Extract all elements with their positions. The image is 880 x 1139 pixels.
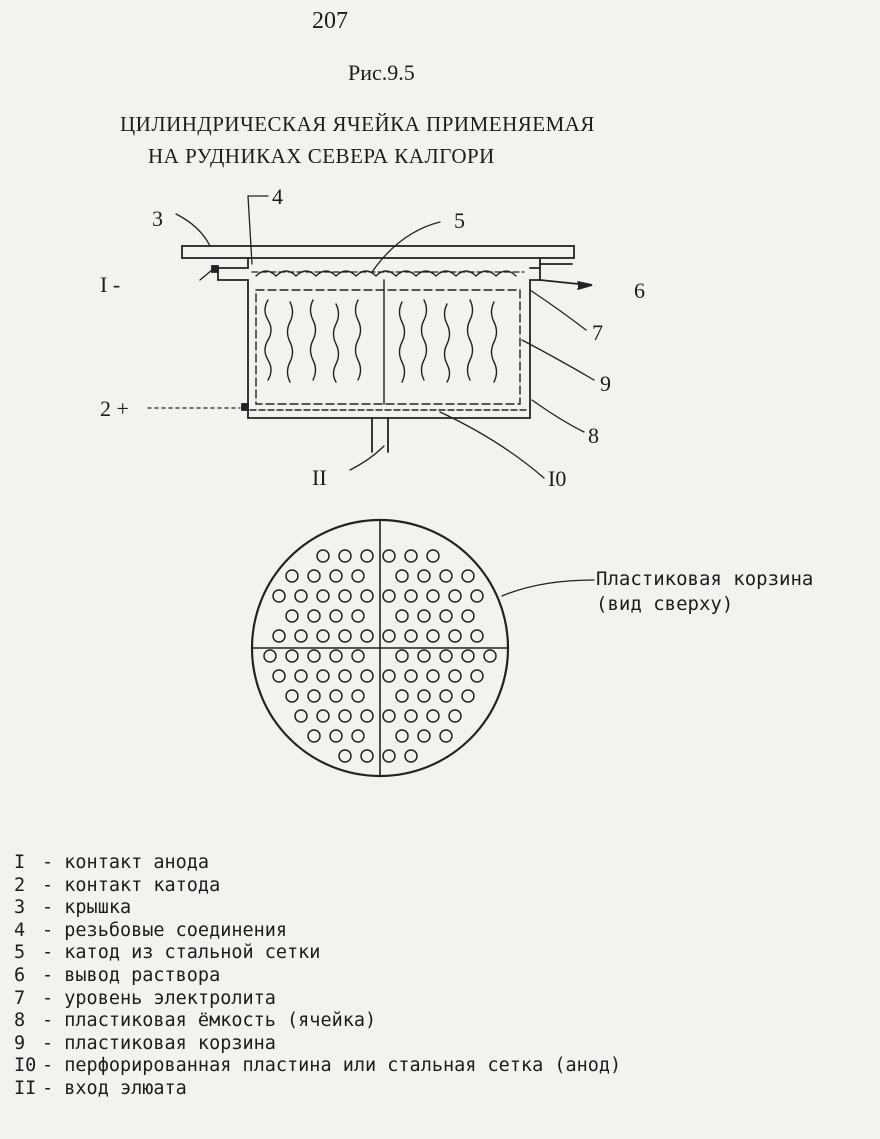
basket-hole	[330, 730, 342, 742]
legend-number: 9	[14, 1032, 26, 1054]
figure-title-line-1: ЦИЛИНДРИЧЕСКАЯ ЯЧЕЙКА ПРИМЕНЯЕМАЯ	[120, 112, 595, 136]
callout-8: 8	[588, 423, 599, 448]
basket-hole	[352, 610, 364, 622]
legend-item	[14, 942, 621, 965]
basket-hole	[383, 590, 395, 602]
basket-hole	[317, 550, 329, 562]
legend-number: 5	[14, 942, 26, 964]
basket-hole	[462, 650, 474, 662]
basket-outline	[256, 290, 520, 404]
basket-hole	[405, 710, 417, 722]
basket-hole	[427, 710, 439, 722]
callout-4: 4	[272, 184, 283, 209]
basket-label-line-2: (вид сверху)	[596, 593, 734, 615]
basket-hole	[295, 710, 307, 722]
basket-hole	[396, 610, 408, 622]
legend-number: I0	[14, 1055, 37, 1077]
basket-hole	[352, 650, 364, 662]
legend-text: - контакт анода	[42, 852, 210, 873]
legend-item	[14, 988, 621, 1011]
legend-number: 6	[14, 964, 26, 986]
basket-hole	[330, 690, 342, 702]
inlet-pipe	[372, 418, 388, 452]
callout-6: 6	[634, 278, 645, 303]
legend-number: 3	[14, 897, 26, 919]
basket-hole	[352, 570, 364, 582]
basket-label-line-1: Пластиковая корзина	[596, 568, 814, 590]
basket-hole	[308, 730, 320, 742]
basket-hole	[317, 710, 329, 722]
basket-hole	[405, 750, 417, 762]
basket-hole	[396, 570, 408, 582]
basket-hole	[418, 650, 430, 662]
legend-text: - крышка	[42, 897, 132, 919]
basket-hole	[361, 590, 373, 602]
basket-hole	[339, 590, 351, 602]
basket-hole	[339, 550, 351, 562]
basket-hole	[383, 630, 395, 642]
callout-2: 2 +	[100, 396, 129, 421]
basket-hole	[352, 690, 364, 702]
basket-hole	[361, 630, 373, 642]
basket-hole	[471, 670, 483, 682]
basket-hole	[405, 630, 417, 642]
legend-text: - резьбовые соединения	[42, 919, 288, 941]
basket-hole	[339, 710, 351, 722]
basket-hole	[295, 590, 307, 602]
basket-hole	[427, 670, 439, 682]
basket-hole	[330, 650, 342, 662]
basket-hole	[405, 590, 417, 602]
basket-hole	[383, 750, 395, 762]
basket-hole	[273, 670, 285, 682]
basket-hole	[264, 650, 276, 662]
basket-hole	[361, 710, 373, 722]
basket-hole	[317, 630, 329, 642]
basket-hole	[273, 630, 285, 642]
legend-item	[14, 1033, 621, 1056]
basket-hole	[462, 570, 474, 582]
legend-item	[14, 1078, 621, 1101]
legend-number: 7	[14, 987, 26, 1009]
basket-hole	[427, 590, 439, 602]
basket-hole	[286, 690, 298, 702]
basket-hole	[418, 610, 430, 622]
container-body	[218, 264, 572, 418]
legend-number: 2	[14, 874, 26, 896]
legend-text: - уровень электролита	[42, 987, 276, 1009]
legend-item	[14, 1055, 621, 1078]
anode-contact	[212, 266, 218, 272]
basket-hole	[396, 650, 408, 662]
legend-text: - пластиковая ёмкость (ячейка)	[42, 1010, 377, 1032]
basket-hole	[418, 730, 430, 742]
legend-number: I	[14, 852, 26, 873]
figure-label: Рис.9.5	[348, 60, 415, 85]
basket-hole	[317, 670, 329, 682]
callout-1: I -	[100, 272, 121, 297]
basket-hole	[339, 750, 351, 762]
basket-hole	[339, 670, 351, 682]
lid	[182, 246, 574, 258]
callout-9: 9	[600, 371, 611, 396]
page-number: 207	[312, 8, 348, 34]
basket-hole	[405, 550, 417, 562]
cathode-strips	[265, 300, 497, 382]
basket-hole	[440, 730, 452, 742]
basket-hole	[440, 650, 452, 662]
basket-hole	[449, 710, 461, 722]
basket-hole	[484, 650, 496, 662]
callout-3: 3	[152, 206, 163, 231]
legend-text: - пластиковая корзина	[42, 1032, 276, 1054]
basket-hole	[471, 630, 483, 642]
legend-item	[14, 1010, 621, 1033]
basket-hole	[273, 590, 285, 602]
basket-hole	[286, 610, 298, 622]
legend-item	[14, 920, 621, 943]
basket-hole	[449, 630, 461, 642]
legend-item	[14, 965, 621, 988]
basket-hole	[286, 570, 298, 582]
basket-hole	[295, 630, 307, 642]
basket-hole	[440, 690, 452, 702]
basket-hole	[308, 650, 320, 662]
basket-hole	[418, 570, 430, 582]
basket-hole	[383, 550, 395, 562]
legend-item	[14, 875, 621, 898]
legend-text: - перфорированная пластина или стальная сетка (анод)	[42, 1055, 622, 1077]
basket-hole	[471, 590, 483, 602]
figure-title-line-2: НА РУДНИКАХ СЕВЕРА КАЛГОРИ	[148, 144, 495, 168]
basket-hole	[308, 610, 320, 622]
legend-number: 8	[14, 1010, 26, 1032]
basket-hole	[440, 610, 452, 622]
basket-hole	[361, 750, 373, 762]
callout-5: 5	[454, 208, 465, 233]
basket-label	[596, 567, 813, 617]
legend	[14, 852, 621, 1101]
legend-text: - катод из стальной сетки	[42, 942, 321, 964]
basket-hole	[330, 570, 342, 582]
legend-text: - вход элюата	[42, 1077, 187, 1099]
basket-hole	[317, 590, 329, 602]
basket-hole	[286, 650, 298, 662]
basket-hole	[427, 550, 439, 562]
callout-7: 7	[592, 320, 603, 345]
basket-hole	[352, 730, 364, 742]
basket-hole	[462, 690, 474, 702]
legend-number: 4	[14, 919, 26, 941]
basket-hole	[405, 670, 417, 682]
basket-hole	[449, 670, 461, 682]
basket-hole	[383, 670, 395, 682]
basket-hole	[462, 610, 474, 622]
basket-hole	[361, 670, 373, 682]
legend-item	[14, 852, 621, 875]
callout-10: I0	[548, 466, 567, 491]
basket-hole	[308, 570, 320, 582]
basket-hole	[330, 610, 342, 622]
basket-hole	[427, 630, 439, 642]
basket-hole	[383, 710, 395, 722]
basket-hole	[361, 550, 373, 562]
basket-hole	[339, 630, 351, 642]
basket-hole	[396, 690, 408, 702]
basket-hole	[440, 570, 452, 582]
callout-11: II	[312, 465, 327, 490]
basket-hole	[295, 670, 307, 682]
basket-hole	[396, 730, 408, 742]
cathode-contact	[242, 404, 248, 410]
legend-item	[14, 897, 621, 920]
basket-hole	[449, 590, 461, 602]
legend-number: II	[14, 1077, 37, 1099]
legend-text: - вывод раствора	[42, 964, 221, 986]
legend-text: - контакт катода	[42, 874, 221, 896]
basket-hole	[418, 690, 430, 702]
basket-hole	[308, 690, 320, 702]
